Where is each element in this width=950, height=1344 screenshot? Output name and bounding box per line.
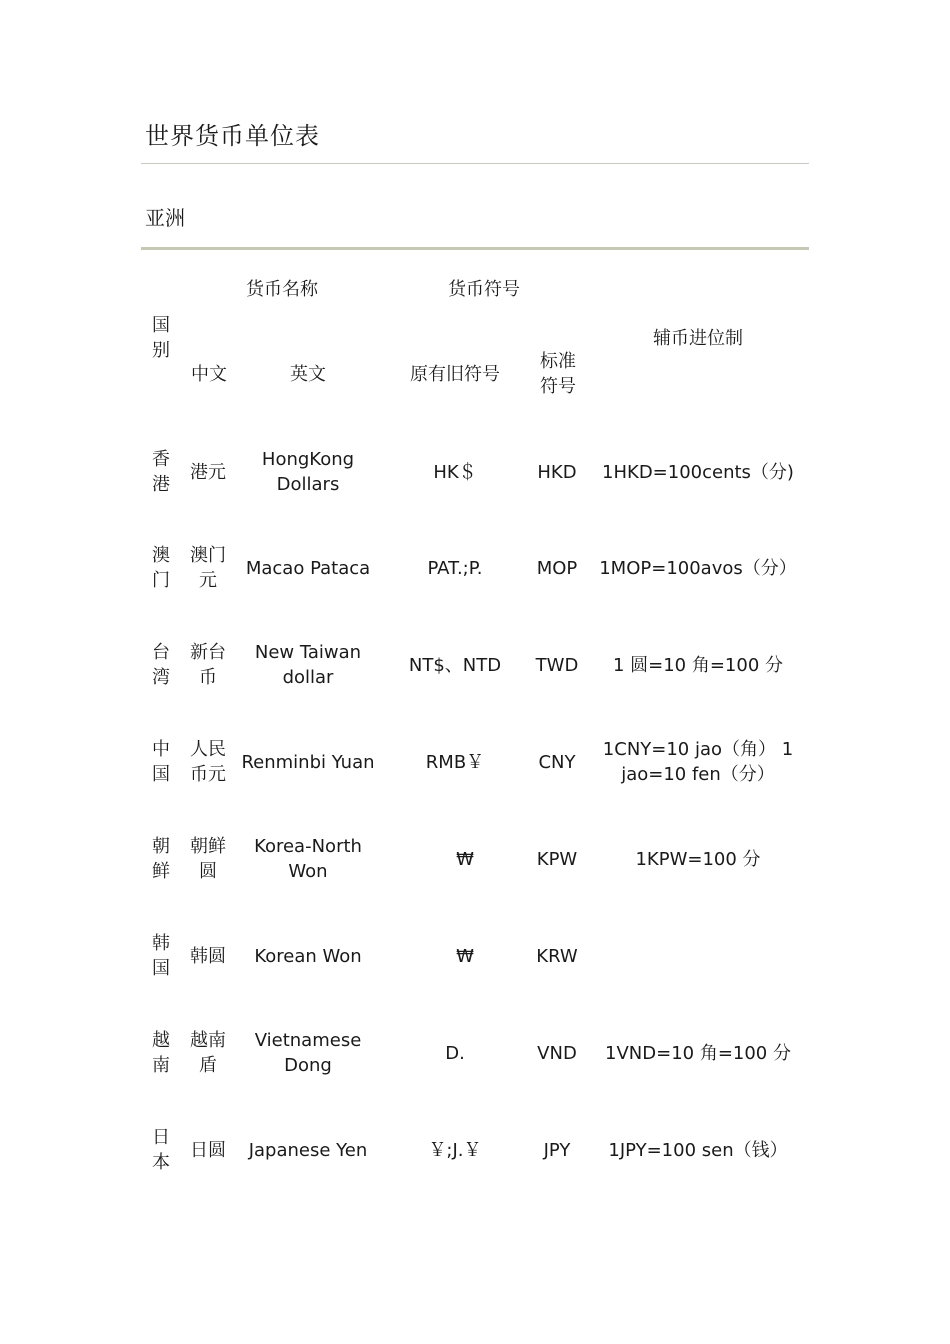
chinese-name-cell: 新台币 <box>190 642 226 688</box>
standard-symbol-cell: JPY <box>543 1139 571 1161</box>
header-country: 国别 <box>152 315 170 361</box>
standard-symbol-cell: VND <box>537 1042 577 1064</box>
old-symbol-cell: HK＄ <box>433 461 477 483</box>
english-name-cell: Korea-North Won <box>254 836 362 882</box>
chinese-name-cell: 澳门元 <box>190 545 226 591</box>
english-name-cell: New Taiwan dollar <box>254 642 362 688</box>
old-symbol-cell: ￥;J.￥ <box>428 1139 482 1161</box>
page-title: 世界货币单位表 <box>145 122 320 150</box>
chinese-name-cell: 朝鲜圆 <box>190 836 226 882</box>
english-name-cell: Japanese Yen <box>248 1139 368 1161</box>
header-currency-symbol: 货币符号 <box>448 278 520 300</box>
old-symbol-cell: RMB￥ <box>425 751 485 773</box>
country-cell: 台湾 <box>152 642 170 688</box>
header-english: 英文 <box>290 363 326 385</box>
chinese-name-cell: 日圆 <box>190 1139 226 1161</box>
standard-symbol-cell: CNY <box>538 751 576 773</box>
english-name-cell: Vietnamese Dong <box>254 1030 362 1076</box>
country-cell: 韩国 <box>152 933 170 979</box>
subunit-cell: 1HKD=100cents（分) <box>602 461 794 483</box>
english-name-cell: Macao Pataca <box>245 557 371 579</box>
english-name-cell: Renminbi Yuan <box>241 751 375 773</box>
subunit-cell: 1MOP=100avos（分） <box>599 557 797 579</box>
country-cell: 澳门 <box>152 545 170 591</box>
country-cell: 香港 <box>152 449 170 495</box>
old-symbol-cell: ₩ <box>456 945 474 967</box>
chinese-name-cell: 人民币元 <box>190 739 226 785</box>
old-symbol-cell: NT$、NTD <box>408 654 502 676</box>
standard-symbol-cell: TWD <box>535 654 579 676</box>
subunit-cell: 1KPW=100 分 <box>635 848 761 870</box>
subunit-cell: 1VND=10 角=100 分 <box>605 1042 791 1064</box>
standard-symbol-cell: KRW <box>536 945 578 967</box>
country-cell: 朝鲜 <box>152 836 170 882</box>
old-symbol-cell: PAT.;P. <box>427 557 483 579</box>
subunit-cell: 1 圆=10 角=100 分 <box>612 654 784 676</box>
standard-symbol-cell: HKD <box>537 461 577 483</box>
header-currency-name: 货币名称 <box>246 278 318 300</box>
english-name-cell: Korean Won <box>254 945 362 967</box>
chinese-name-cell: 韩圆 <box>190 945 226 967</box>
section-title: 亚洲 <box>145 206 185 230</box>
country-cell: 日本 <box>152 1127 170 1173</box>
old-symbol-cell: D. <box>445 1042 465 1064</box>
chinese-name-cell: 港元 <box>190 461 226 483</box>
header-standard-symbol: 标准符号 <box>540 351 576 397</box>
old-symbol-cell: ₩ <box>456 848 474 870</box>
chinese-name-cell: 越南盾 <box>190 1030 226 1076</box>
header-old-symbol: 原有旧符号 <box>410 363 500 385</box>
english-name-cell: HongKong Dollars <box>261 449 355 495</box>
section-divider <box>141 247 809 250</box>
country-cell: 中国 <box>152 739 170 785</box>
subunit-cell: 1JPY=100 sen（钱） <box>608 1139 788 1161</box>
subunit-cell <box>595 931 801 981</box>
standard-symbol-cell: MOP <box>536 557 578 579</box>
title-divider <box>141 163 809 164</box>
subunit-cell: 1CNY=10 jao（角） 1 jao=10 fen（分） <box>602 739 794 785</box>
header-subunit: 辅币进位制 <box>653 327 743 349</box>
country-cell: 越南 <box>152 1030 170 1076</box>
header-chinese: 中文 <box>191 363 227 385</box>
standard-symbol-cell: KPW <box>536 848 578 870</box>
